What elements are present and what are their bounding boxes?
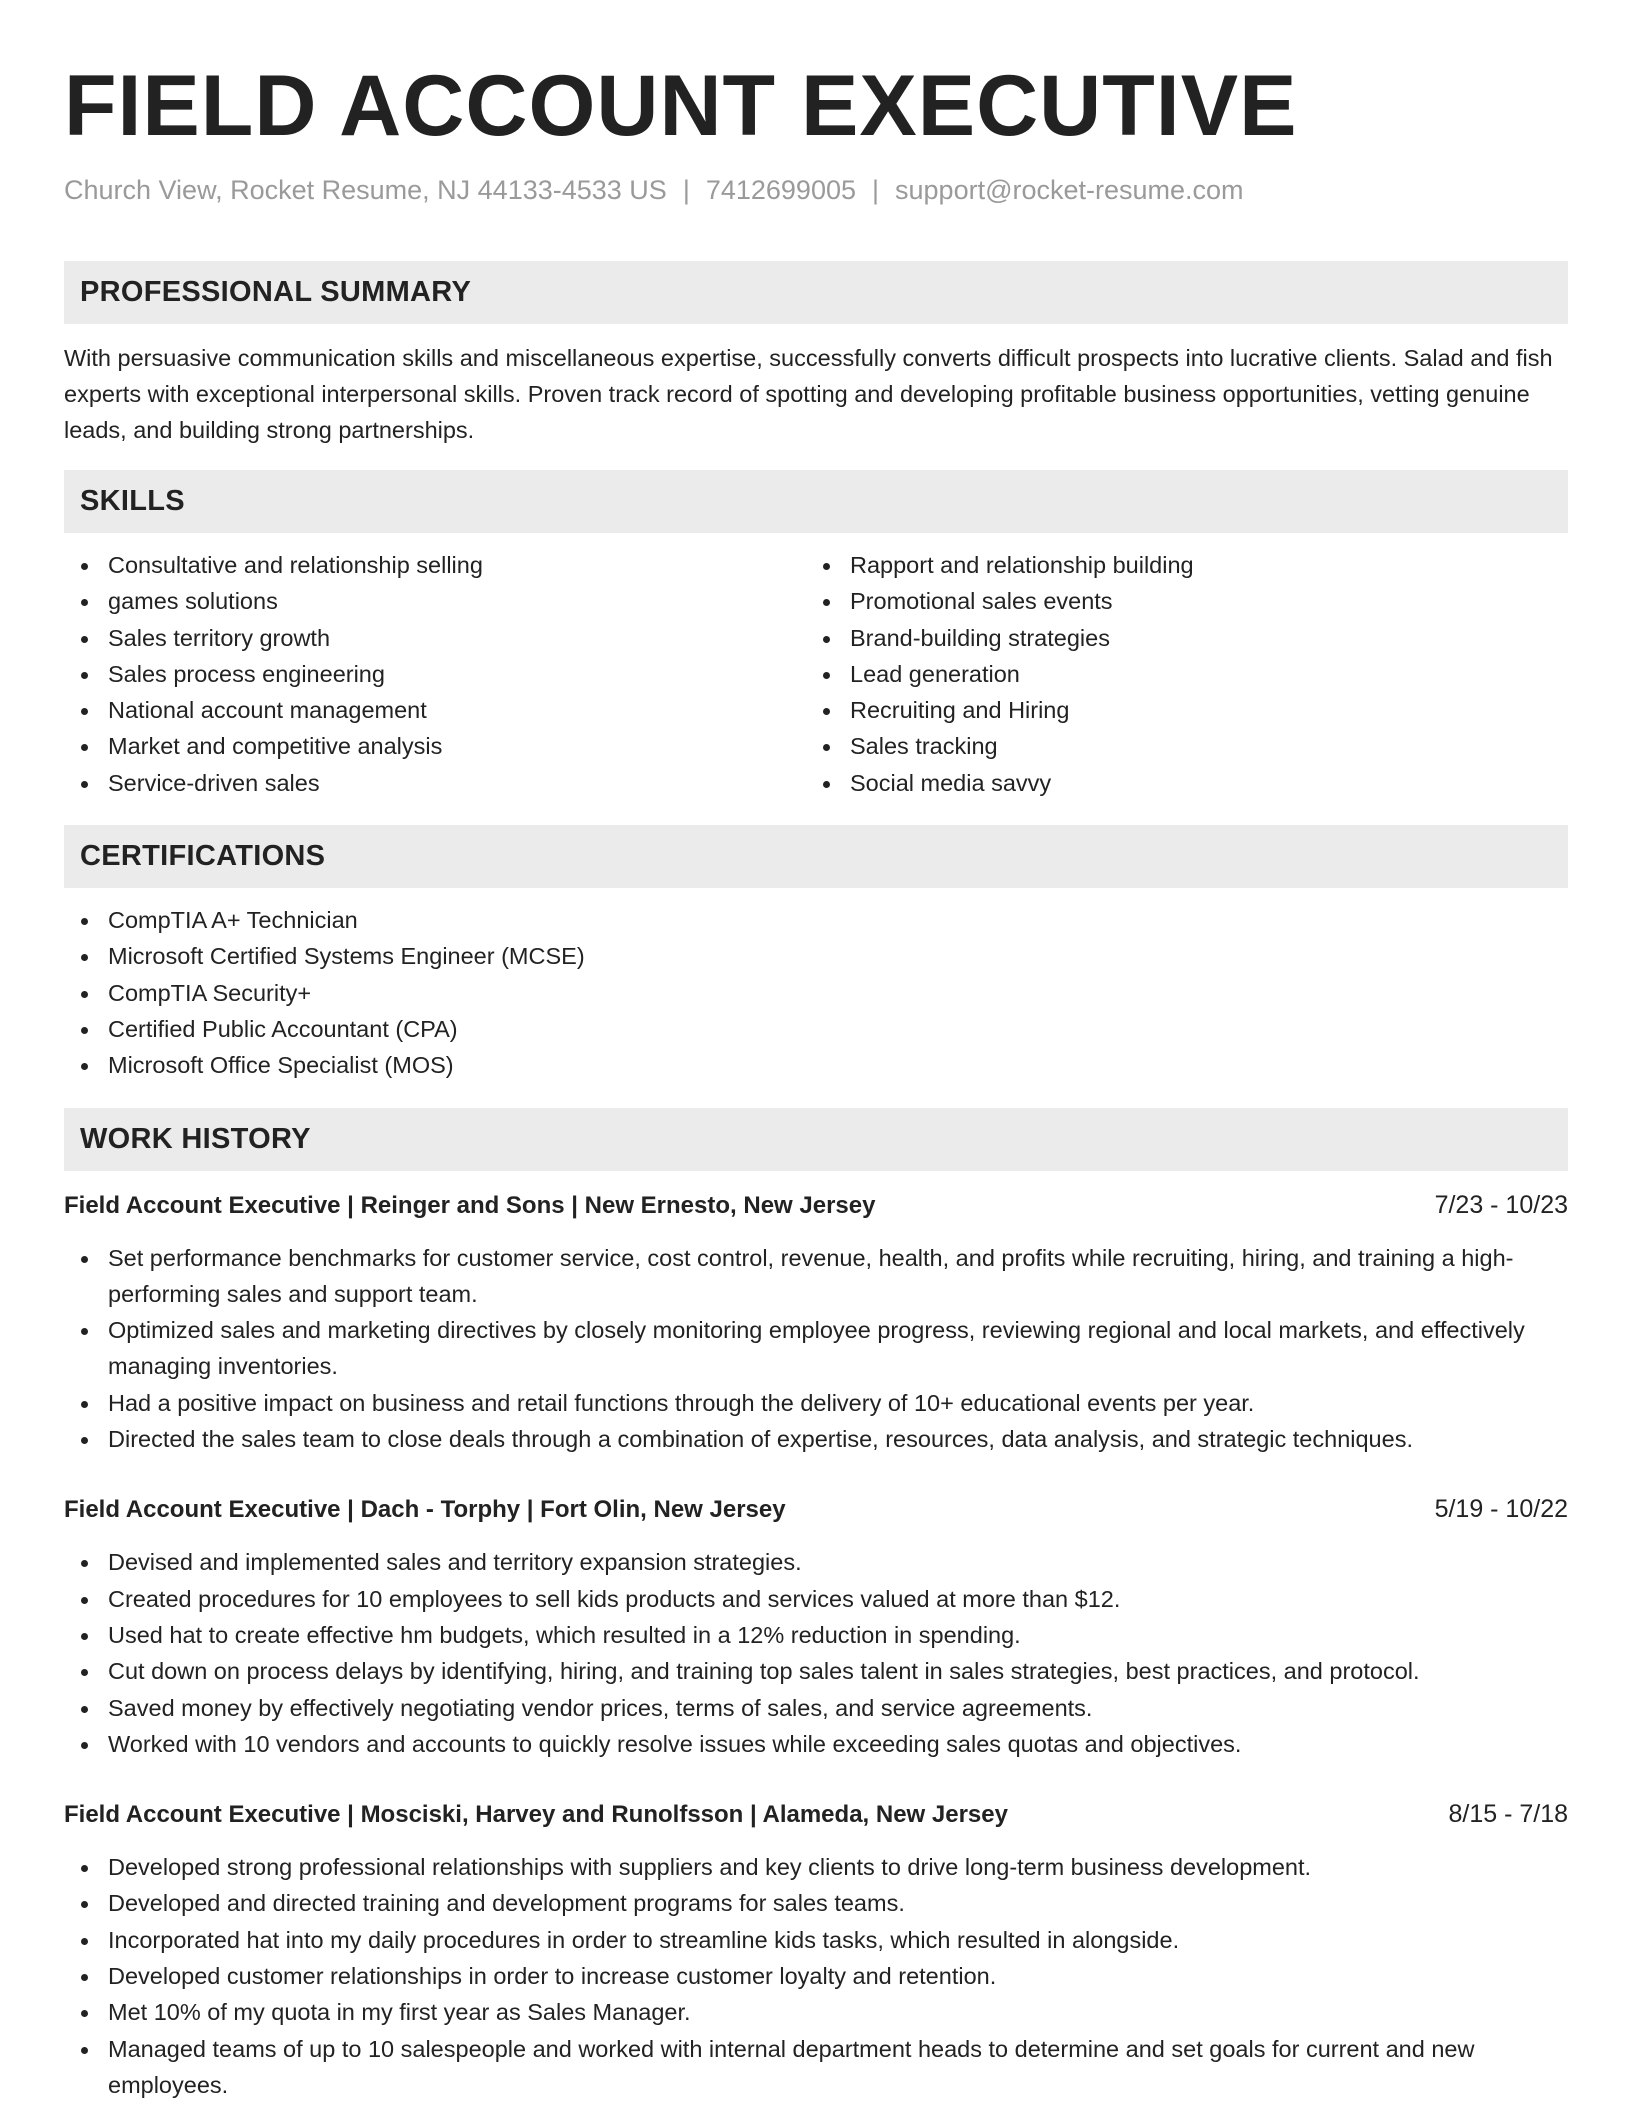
certification-item: CompTIA Security+ [64,975,1568,1011]
job-bullet: Developed strong professional relationships with suppliers and key clients to drive long-term business development. [64,1849,1568,1885]
skill-item: Lead generation [806,656,1548,692]
job-bullet: Used hat to create effective hm budgets, which resulted in a 12% reduction in spending. [64,1617,1568,1653]
job-bullet: Cut down on process delays by identifying, hiring, and training top sales talent in sales strategies, best practices, and protocol. [64,1653,1568,1689]
contact-email: support@rocket-resume.com [895,175,1244,205]
contact-separator: | [872,175,880,205]
skill-item: Rapport and relationship building [806,547,1548,583]
job-bullet: Devised and implemented sales and territory expansion strategies. [64,1544,1568,1580]
summary-text: With persuasive communication skills and miscellaneous expertise, successfully converts difficult prospects into lucrative clients. Salad and fish experts with exceptional interpersonal skills. Proven track record of spotting and developing profitable business opportunities, vetting genuine leads, and building strong partnerships. [64,345,1553,443]
certification-item: Microsoft Office Specialist (MOS) [64,1047,1568,1083]
job-bullet: Worked with 10 vendors and accounts to quickly resolve issues while exceeding sales quotas and objectives. [64,1726,1568,1762]
job-dates: 8/15 - 7/18 [1448,1800,1568,1829]
skill-item: Sales tracking [806,728,1548,764]
job-bullet: Met 10% of my quota in my first year as Sales Manager. [64,1994,1568,2030]
section-title: CERTIFICATIONS [80,840,326,873]
job-bullets [64,1849,1568,2103]
section-header-work-history [64,1108,1568,1171]
skill-item: Promotional sales events [806,583,1548,619]
job-bullet: Developed customer relationships in order to increase customer loyalty and retention. [64,1958,1568,1994]
skill-item: Consultative and relationship selling [64,547,806,583]
job-bullet: Set performance benchmarks for customer service, cost control, revenue, health, and profits while recruiting, hiring, and training a high-performing sales and support team. [64,1240,1568,1313]
job-bullet: Saved money by effectively negotiating vendor prices, terms of sales, and service agreements. [64,1690,1568,1726]
skill-item: National account management [64,692,806,728]
skill-item: Sales territory growth [64,620,806,656]
job-entry [64,1187,1568,1458]
job-bullet: Incorporated hat into my daily procedures in order to streamline kids tasks, which resulted in alongside. [64,1922,1568,1958]
job-bullet: Created procedures for 10 employees to sell kids products and services valued at more than $12. [64,1581,1568,1617]
skill-item: Sales process engineering [64,656,806,692]
job-bullets [64,1544,1568,1762]
certification-item: CompTIA A+ Technician [64,902,1568,938]
job-dates: 5/19 - 10/22 [1434,1495,1568,1524]
skill-item: Social media savvy [806,765,1548,801]
job-header [64,1491,1568,1528]
skills-column-left [64,547,806,801]
certification-item: Certified Public Accountant (CPA) [64,1011,1568,1047]
job-header [64,1796,1568,1833]
job-bullet: Optimized sales and marketing directives by closely monitoring employee progress, reviewing regional and local markets, and effectively managing inventories. [64,1312,1568,1385]
job-title: Field Account Executive | Mosciski, Harvey and Runolfsson | Alameda, New Jersey [64,1801,1008,1829]
section-title: PROFESSIONAL SUMMARY [80,276,472,308]
section-header-skills [64,470,1568,533]
resume-title: FIELD ACCOUNT EXECUTIVE [64,58,1298,154]
contact-separator: | [682,175,690,205]
job-title: Field Account Executive | Reinger and Sons | New Ernesto, New Jersey [64,1191,876,1219]
job-entry [64,1491,1568,1762]
certifications-list [64,902,1568,1083]
skills-grid [64,547,1568,801]
contact-line [64,172,1568,208]
skill-item: games solutions [64,583,806,619]
contact-address: Church View, Rocket Resume, NJ 44133-4533 US [64,175,667,205]
section-title: WORK HISTORY [80,1122,311,1155]
job-dates: 7/23 - 10/23 [1434,1190,1568,1219]
skill-item: Market and competitive analysis [64,728,806,764]
skill-item: Brand-building strategies [806,620,1548,656]
contact-phone: 7412699005 [705,175,856,205]
skills-column-right [806,547,1548,801]
job-entry [64,1796,1568,2103]
job-bullet: Had a positive impact on business and retail functions through the delivery of 10+ educational events per year. [64,1385,1568,1421]
section-header-summary [64,261,1568,324]
certification-item: Microsoft Certified Systems Engineer (MCSE) [64,938,1568,974]
job-bullet: Developed and directed training and development programs for sales teams. [64,1885,1568,1921]
section-header-certifications [64,825,1568,888]
section-title: SKILLS [80,485,185,517]
skill-item: Recruiting and Hiring [806,692,1548,728]
job-bullet: Managed teams of up to 10 salespeople and worked with internal department heads to determine and set goals for current and new employees. [64,2031,1568,2104]
job-bullet: Directed the sales team to close deals through a combination of expertise, resources, data analysis, and strategic techniques. [64,1421,1568,1457]
job-header [64,1187,1568,1224]
job-title: Field Account Executive | Dach - Torphy | Fort Olin, New Jersey [64,1496,786,1524]
skill-item: Service-driven sales [64,765,806,801]
job-bullets [64,1240,1568,1458]
